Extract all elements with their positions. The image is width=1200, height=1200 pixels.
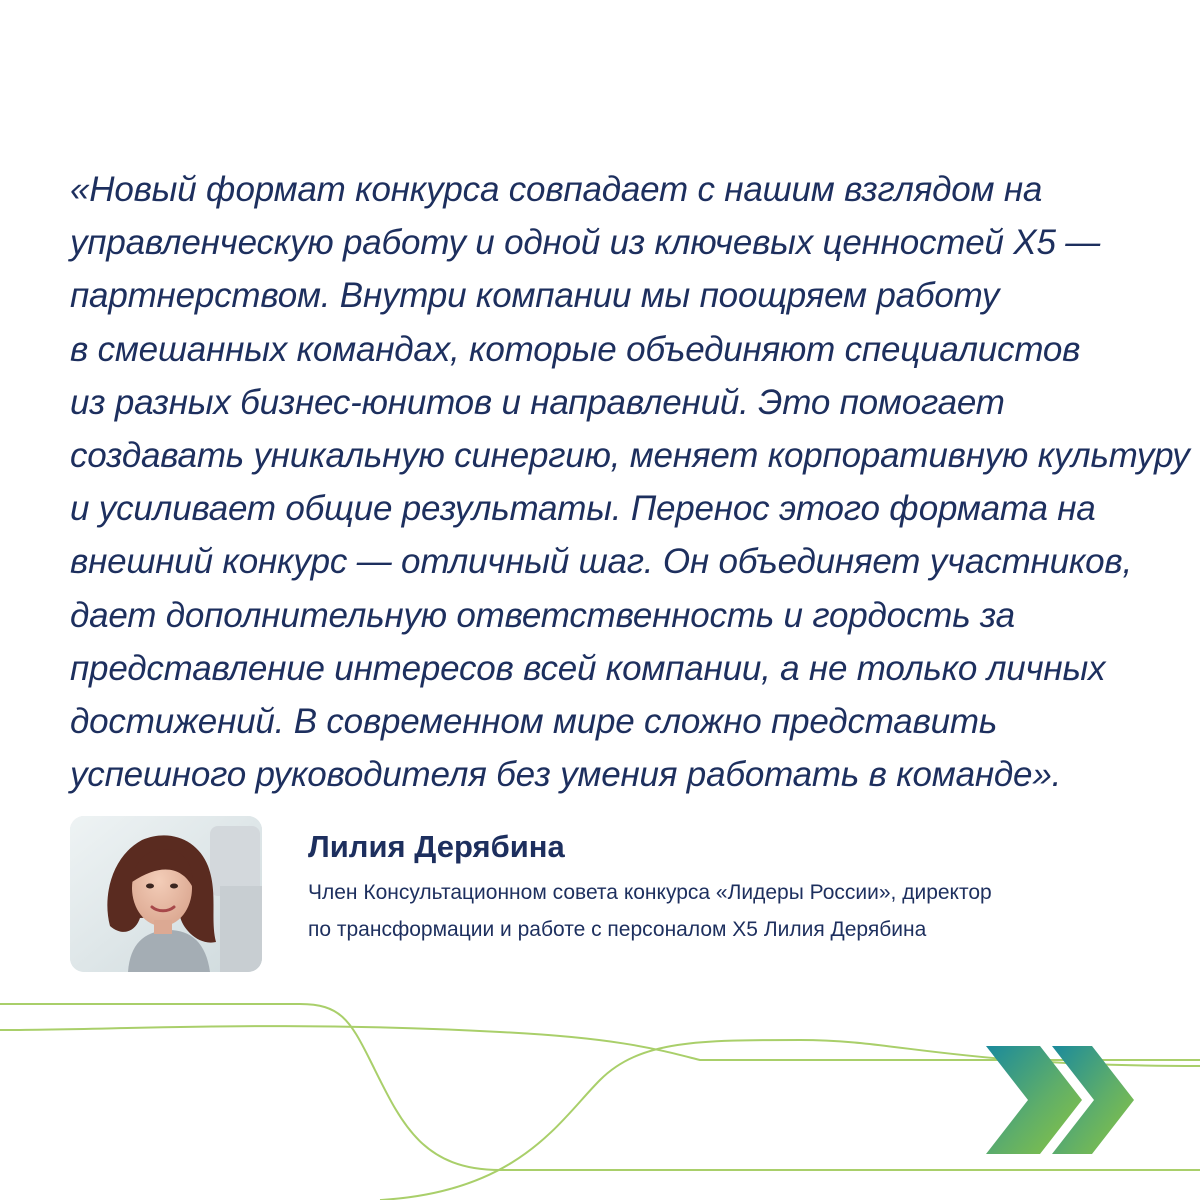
quote-text — [70, 163, 1190, 801]
author-role-line: Член Консультационном совета конкурса «Лидеры России», директор — [308, 881, 992, 904]
author-role-line: по трансформации и работе с персоналом Х5 Лилия Дерябина — [308, 918, 927, 941]
quote-line: партнерством. Внутри компании мы поощряем работу — [70, 276, 1000, 316]
quote-line: в смешанных командах, которые объединяют специалистов — [70, 329, 1081, 369]
quote-line: дает дополнительную ответственность и гордость за — [70, 595, 1015, 635]
author-photo — [70, 816, 262, 972]
quote-line: «Новый формат конкурса совпадает с нашим взглядом на — [70, 170, 1043, 209]
author-block — [70, 816, 1150, 976]
quote-line: успешного руководителя без умения работать в команде». — [70, 755, 1062, 795]
quote-line: представление интересов всей компании, а не только личных — [70, 648, 1106, 688]
quote-line: создавать уникальную синергию, меняет корпоративную культуру — [70, 436, 1190, 476]
quote-line: из разных бизнес-юнитов и направлений. Это помогает — [70, 382, 1005, 422]
quote-line: и усиливает общие результаты. Перенос этого формата на — [70, 489, 1096, 529]
quote-line: внешний конкурс — отличный шаг. Он объединяет участников, — [70, 542, 1133, 582]
quote-line: управленческую работу и одной из ключевых ценностей Х5 — — [70, 223, 1101, 263]
author-name: Лилия Дерябина — [308, 829, 565, 864]
quote-line: достижений. В современном мире сложно представить — [70, 702, 998, 742]
author-role — [308, 874, 1148, 948]
portrait-photo-icon — [70, 816, 262, 972]
decorative-lines — [0, 980, 1200, 1200]
